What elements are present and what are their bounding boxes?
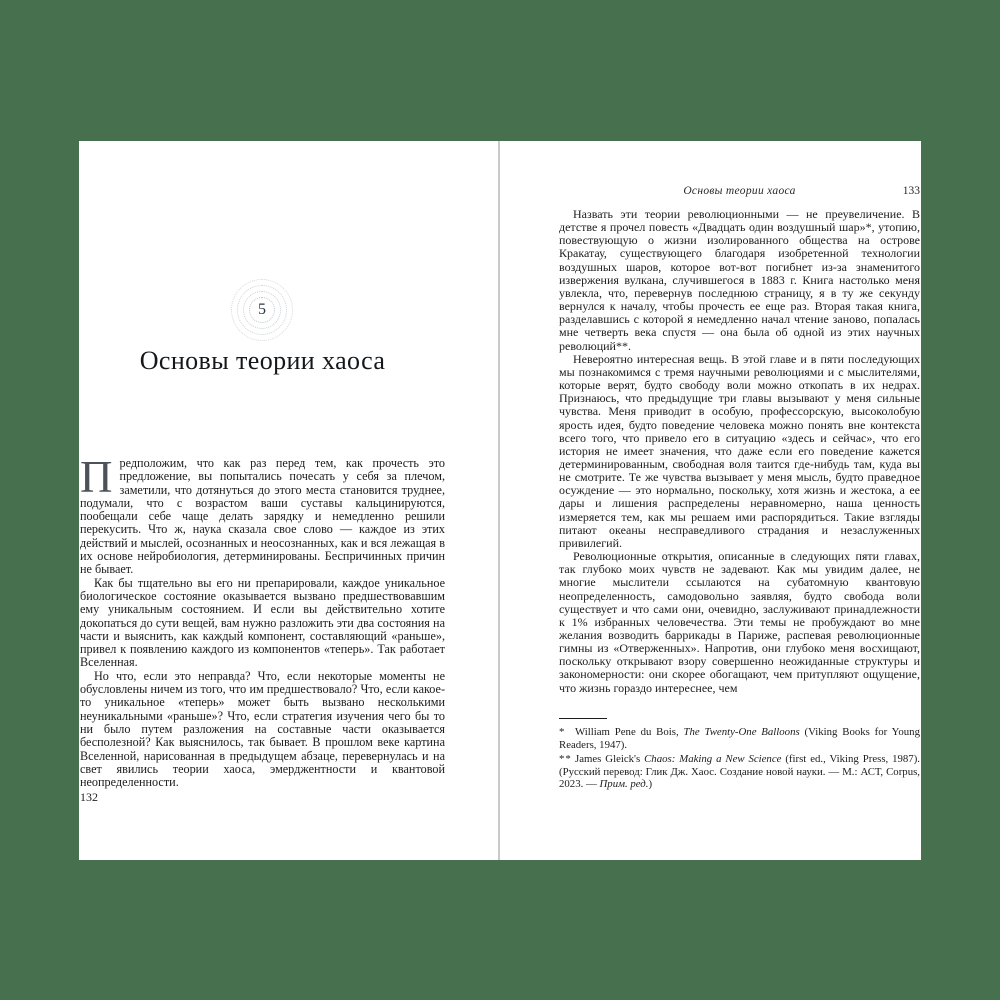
footnote-book-title: Chaos: Making a New Science: [644, 753, 782, 766]
footnote-text: (first ed., Viking Press, 1987). (Русский перевод: Глик Дж. Хаос. Создание новой науки. — М.: АСТ, Corpus, 2023. —: [559, 753, 920, 791]
page-number-right: 133: [902, 185, 920, 197]
right-page: [500, 141, 921, 860]
footnote-marker: **: [559, 753, 572, 766]
right-page-body: [559, 208, 920, 695]
footnote-text: ): [648, 778, 653, 791]
footnote-book-title: The Twenty-One Balloons: [683, 726, 800, 738]
footnote: [559, 726, 920, 751]
paragraph-text: редположим, что как раз перед тем, как прочесть это предложение, вы попытались почесать у себя за плечом, заметили, что дотянуться до этого места становится труднее, подумали, что с возрастом ваши суставы кальцинируются, пообещали себе чаще делать зарядку и немедленно решили перекусить. Что ж, наука сказала свое слово — каждое из этих действий и мыслей, осознанных и неосознанных, как и вся лежащая в их основе нейробиология, детерминированы. Беспричинных причин не бывает.: [80, 456, 445, 577]
footnotes-block: [559, 718, 920, 793]
footnote-text: James Gleick's: [575, 753, 645, 766]
drop-cap: П: [80, 452, 113, 502]
chapter-number: 5: [258, 301, 266, 318]
body-paragraph: Как бы тщательно вы его ни препарировали, каждое уникальное биологическое состояние оказывается вызвано предшествовавшим ему уникальным состоянием. И если вы действительно хотите докопаться до сути вещей, вам нужно разложить эти два состояния на части и выяснить, как каждый компонент, составляющий «раньше», привел к появлению каждого из компонентов «теперь». Так работает Вселенная.: [80, 575, 445, 670]
left-page-body: [80, 452, 445, 790]
footnote: [559, 753, 920, 791]
body-paragraph: Назвать эти теории революционными — не преувеличение. В детстве я прочел повесть «Двадцать один воздушный шар»*, утопию, повествующую о жизни изолированного общества на острове Кракатау, существующего благодаря изобретенной технологии воздушных шаров, которое вот-вот погибнет из-за знаменитого извержения вулкана, случившегося в 1883 г. Книга настолько меня увлекла, что, перевернув последнюю страницу, я в ту же секунду вернулся к началу, чтобы прочесть ее еще раз. Вторая такая книга, разделавшись с которой я немедленно начал чтение заново, попалась мне четверть века спустя — она была об одной из этих научных революций**.: [559, 207, 920, 353]
chapter-title: Основы теории хаоса: [139, 346, 386, 375]
footnote-rule: [559, 718, 607, 719]
running-header-title: Основы теории хаоса: [683, 185, 796, 197]
footnote-marker: *: [559, 726, 566, 738]
body-paragraph: Революционные открытия, описанные в следующих пяти главах, так глубоко моих чувств не задевают. Как мы увидим далее, не многие мыслители ссылаются на субатомную квантовую неопределенность, самодовольно заявляя, будто свобода воли существует и что сами они, очевидно, заслуживают принадлежности к 1% избранных человечества. Эти темы не пробуждают во мне желания возводить баррикады в Париже, распевая революционные гимны из «Отверженных». Напротив, они глубоко меня восхищают, поскольку открывают взору совершенно неожиданные структуры и закономерности: они скорее обогащают, чем притупляют ощущение, что жизнь гораздо интереснее, чем: [559, 549, 920, 695]
footnote-text: (Viking Books for Young Readers, 1947).: [559, 726, 920, 751]
chapter-ornament: [231, 279, 293, 341]
body-paragraph: Невероятно интересная вещь. В этой главе и в пяти последующих мы познакомимся с тремя научными революциями и с мыслителями, которые верят, будто свободу воли можно откопать в их недрах. Признаюсь, что предыдущие три главы вызывают у меня сильные чувства. Меня приводит в особую, профессорскую, высоколобую ярость идея, будто поведение человека можно понять вне контекста всего того, что привело его в ситуацию «здесь и сейчас», что его история не имеет значения, что даже если его поведение кажется детерминированным, свободная воля таится где-нибудь там, куда вы не смотрите. Те же чувства вызывает у меня мысль, будто праведное осуждение — это нормально, поскольку, хотя жизнь и жестока, а ее дары и лишения распределены неравномерно, наша ценность измеряется тем, как мы решаем ими распорядиться. Такие взгляды питают океаны несправедливого страдания и незаслуженных привилегий.: [559, 351, 920, 550]
footnote-editor-note: Прим. ред.: [599, 778, 649, 791]
running-header: [559, 185, 920, 201]
footnote-text: William Pene du Bois,: [575, 726, 684, 738]
body-paragraph: [80, 452, 445, 577]
book-spread: [79, 141, 921, 860]
body-paragraph: Но что, если это неправда? Что, если некоторые моменты не обусловлены ничем из того, что им предшествовало? Что, если какое-то уникальное «теперь» может быть вызвано несколькими неуникальными «раньше»? Что, если стратегия изучения чего бы то ни было путем разложения на составные части оказывается бесполезной? Как выяснилось, так бывает. В прошлом веке картина Вселенной, нарисованная в предыдущем абзаце, перевернулась и на свет явились теории хаоса, эмерджентности и квантовой неопределенности.: [80, 668, 445, 790]
page-number-left: 132: [80, 790, 98, 804]
left-page: [79, 141, 498, 860]
